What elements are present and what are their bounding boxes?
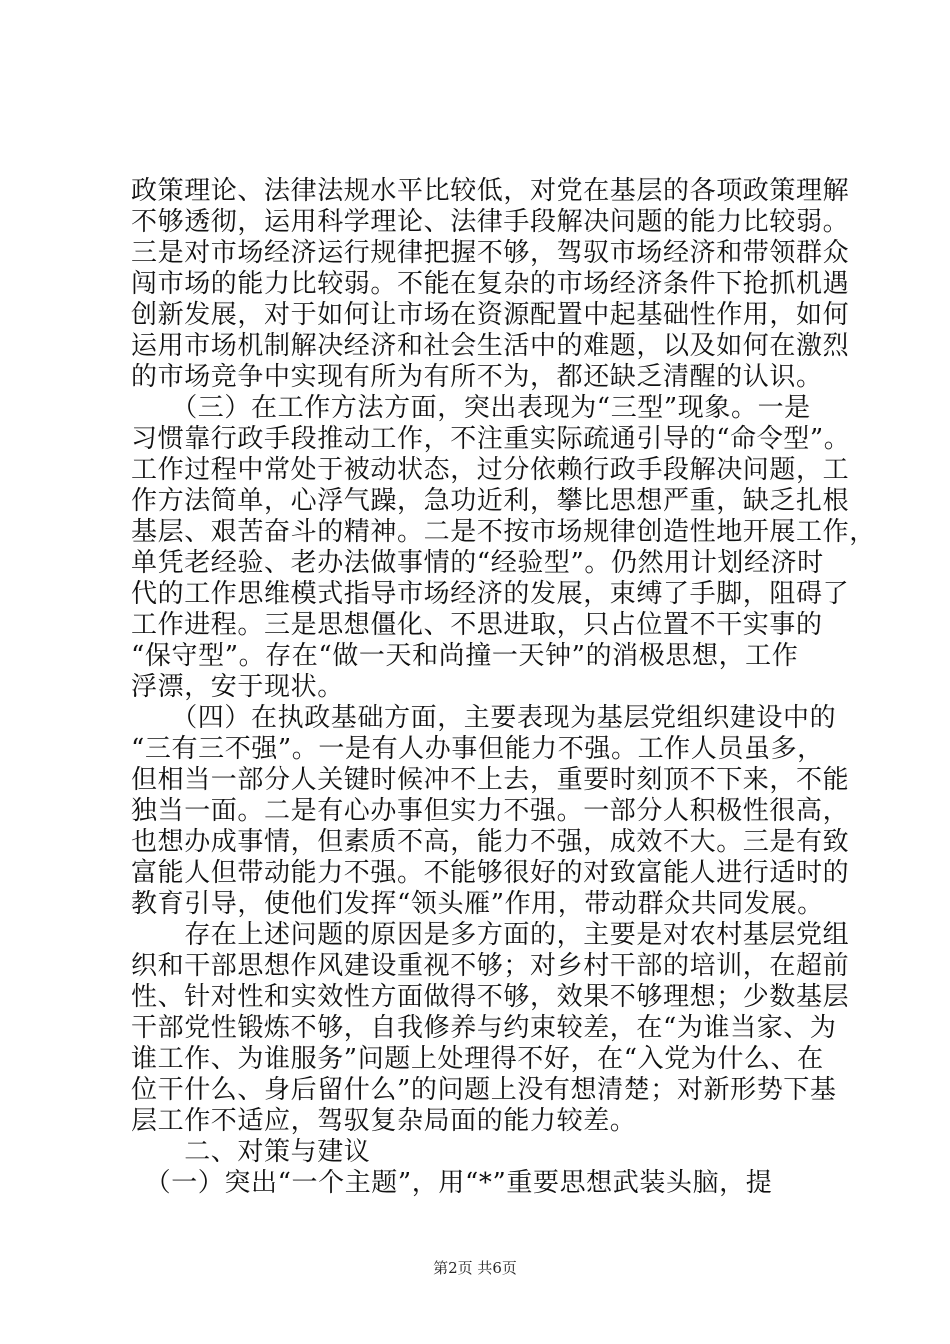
text-line: 浮漂，安于现状。 <box>131 672 344 702</box>
text-line: “三有三不强”。一是有人办事但能力不强。工作人员虽多， <box>131 734 824 764</box>
text-line: 政策理论、法律法规水平比较低，对党在基层的各项政策理解 <box>131 176 850 206</box>
text-line: 创新发展，对于如何让市场在资源配置中起基础性作用，如何 <box>131 300 850 330</box>
text-line: 但相当一部分人关键时候冲不上去，重要时刻顶不下来，不能 <box>131 765 850 795</box>
paragraph-four-heading: （四）在执政基础方面，主要表现为基层党组织建设中的 <box>131 703 837 733</box>
text-line: 织和干部思想作风建设重视不够；对乡村干部的培训，在超前 <box>131 951 850 981</box>
paragraph-three-heading: （三）在工作方法方面，突出表现为“三型”现象。一是 <box>131 393 811 423</box>
page-number-footer: 第2页 共6页 <box>433 1259 517 1277</box>
text-line: 单凭老经验、老办法做事情的“经验型”。仍然用计划经济时 <box>131 548 824 578</box>
text-line: 教育引导，使他们发挥“领头雁”作用，带动群众共同发展。 <box>131 889 824 919</box>
text-line: 富能人但带动能力不强。不能够很好的对致富能人进行适时的 <box>131 858 850 888</box>
text-line: 闯市场的能力比较弱。不能在复杂的市场经济条件下抢抓机遇 <box>131 269 850 299</box>
text-line: 的市场竞争中实现有所为有所不为，都还缺乏清醒的认识。 <box>131 362 823 392</box>
text-line: 基层、艰苦奋斗的精神。二是不按市场规律创造性地开展工作， <box>131 517 876 547</box>
text-line: 运用市场机制解决经济和社会生活中的难题，以及如何在激烈 <box>131 331 850 361</box>
text-line: 谁工作、为谁服务”问题上处理得不好，在“入党为什么、在 <box>131 1044 824 1074</box>
text-line: 工作过程中常处于被动状态，过分依赖行政手段解决问题，工 <box>131 455 850 485</box>
section-heading: 二、对策与建议 <box>131 1137 371 1167</box>
text-line: “保守型”。存在“做一天和尚撞一天钟”的消极思想，工作 <box>131 641 799 671</box>
text-line: 工作进程。三是思想僵化、不思进取，只占位置不干实事的 <box>131 610 823 640</box>
text-line: 三是对市场经济运行规律把握不够，驾驭市场经济和带领群众 <box>131 238 850 268</box>
text-line: 作方法简单，心浮气躁，急功近利，攀比思想严重，缺乏扎根 <box>131 486 850 516</box>
subsection-heading: （一）突出“一个主题”，用“*”重要思想武装头脑，提 <box>131 1168 773 1198</box>
text-line: 习惯靠行政手段推动工作，不注重实际疏通引导的“命令型”。 <box>131 424 851 454</box>
text-line: 位干什么、身后留什么”的问题上没有想清楚；对新形势下基 <box>131 1075 837 1105</box>
text-line: 性、针对性和实效性方面做得不够，效果不够理想；少数基层 <box>131 982 850 1012</box>
text-line: 代的工作思维模式指导市场经济的发展，束缚了手脚，阻碍了 <box>131 579 850 609</box>
text-line: 干部党性锻炼不够，自我修养与约束较差，在“为谁当家、为 <box>131 1013 837 1043</box>
paragraph-causes-start: 存在上述问题的原因是多方面的，主要是对农村基层党组 <box>131 920 850 950</box>
text-line: 也想办成事情，但素质不高，能力不强，成效不大。三是有致 <box>131 827 850 857</box>
text-line: 不够透彻，运用科学理论、法律手段解决问题的能力比较弱。 <box>131 207 850 237</box>
text-line: 独当一面。二是有心办事但实力不强。一部分人积极性很高， <box>131 796 850 826</box>
text-line: 层工作不适应，驾驭复杂局面的能力较差。 <box>131 1106 637 1136</box>
